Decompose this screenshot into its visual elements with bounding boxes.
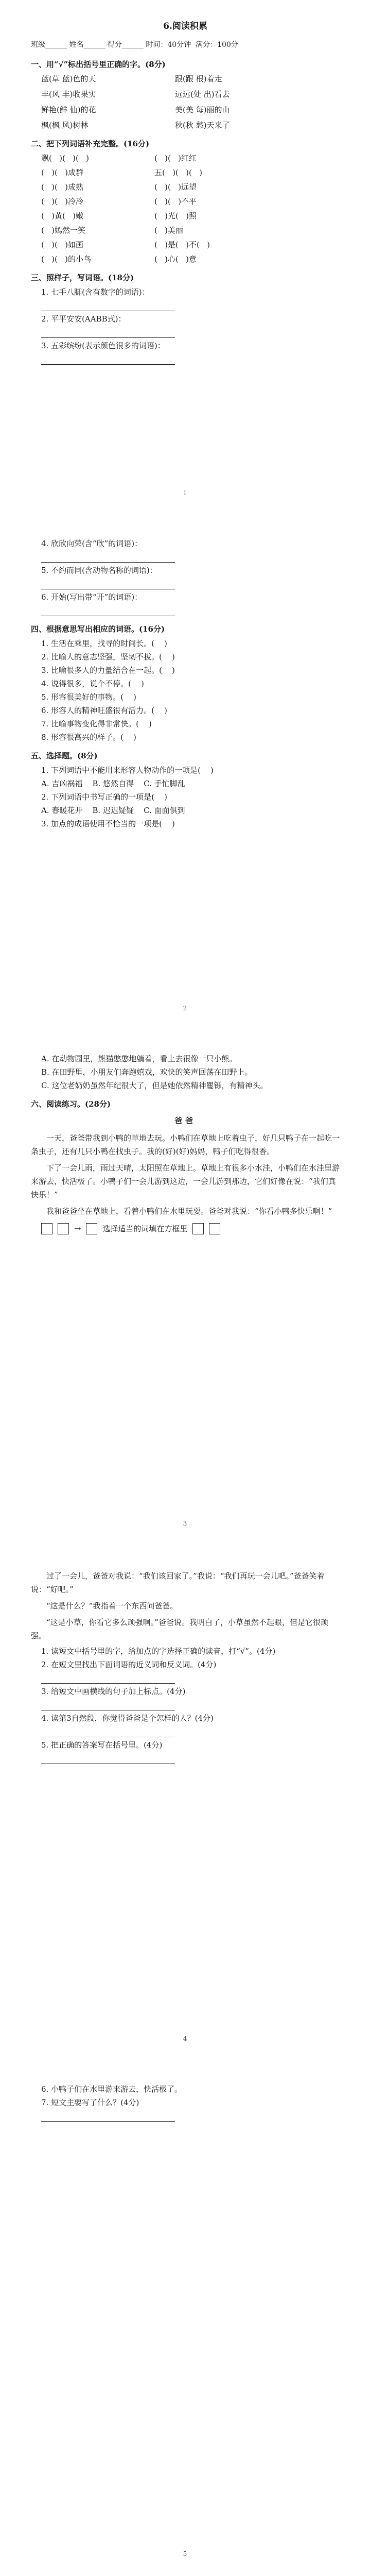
- s2-item: ( )( )冷冷: [41, 197, 84, 206]
- s2-item: 五( )( )( ): [154, 168, 203, 177]
- answer-blank-line[interactable]: [41, 1699, 340, 1710]
- answer-blank-line[interactable]: [41, 1672, 340, 1684]
- story-paragraph: 过了一会儿，爸爸对我说：“我们该回家了。”我说：“我们再玩一会儿吧。”爸爸笑着说：“好吧。”: [31, 1571, 325, 1594]
- s4-item: 6. 形容人的精神旺盛很有活力。( ): [41, 706, 167, 715]
- s2-item: ( )( )成熟: [41, 182, 84, 192]
- s1-item: 蓝(草 蓝)色的天: [41, 74, 96, 83]
- page-4: [0, 1546, 370, 2061]
- s5-item: 3. 加点的成语使用不恰当的一项是( ): [41, 819, 175, 828]
- s5-item: 2. 下列词语中书写正确的一项是( ): [41, 792, 167, 802]
- choice-item: A. 在动物园里，熊猫憨憨地躺着，看上去很像一只小熊。: [41, 1054, 237, 1063]
- s3-item: 5. 不约而同(含动物名称的词语)：: [41, 566, 157, 575]
- s4-item: 2. 比喻人的意志坚强，坚韧不拔。( ): [41, 652, 175, 662]
- sheet-3: [31, 1051, 340, 1240]
- s2-item: ( )心( )意: [154, 255, 197, 264]
- page-5: [0, 2061, 370, 2576]
- answer-box[interactable]: [41, 1223, 52, 1234]
- s1-item: 鲜艳(鲜 仙)的花: [41, 105, 96, 114]
- answer-blank-line[interactable]: [41, 327, 340, 338]
- arrow-icon: →: [74, 1224, 81, 1233]
- question: 2. 在短文里找出下面词语的近义词和反义词。(4分): [41, 1660, 217, 1669]
- s5-item: A. 吉凶祸福 B. 悠然自得 C. 手忙脚乱: [41, 779, 185, 788]
- s3-item: 2. 平平安安(AABB式)：: [41, 314, 126, 324]
- answer-blank-line[interactable]: [41, 353, 340, 365]
- sheet-5: [31, 2081, 340, 2124]
- section-3-heading: 三、照样子，写词语。(18分): [31, 273, 134, 282]
- page-number: 5: [183, 2550, 187, 2557]
- page-number: 2: [183, 1005, 187, 1012]
- answer-blank-line[interactable]: [41, 1726, 340, 1737]
- story-paragraph: 我和爸爸坐在草地上，看着小鸭们在水里玩耍。爸爸对我说：“你看小鸭多快乐啊！”: [46, 1207, 332, 1216]
- section-4-heading: 四、根据意思写出相应的词语。(16分): [31, 624, 165, 634]
- page-number: 1: [183, 489, 187, 497]
- s2-item: ( )( )不平: [154, 197, 197, 206]
- section-1-heading: 一、用“√”标出括号里正确的字。(8分): [31, 60, 166, 69]
- student-info-line: 班级______ 姓名______ 得分______ 时间：40分钟 满分：100分: [31, 41, 238, 49]
- answer-blank-line[interactable]: [41, 578, 340, 589]
- s2-item: ( )( )远望: [154, 182, 197, 192]
- answer-blank-line[interactable]: [41, 1753, 340, 1764]
- question: 4. 读第3自然段，你觉得爸爸是个怎样的人？(4分): [41, 1714, 214, 1723]
- s1-item: 枫(枫 风)树林: [41, 121, 89, 130]
- s4-item: 1. 生活在乘里，找寻的时间长。( ): [41, 639, 167, 648]
- choice-item: C. 这位老奶奶虽然年纪很大了，但是她依然精神矍铄，有精神头。: [41, 1081, 268, 1090]
- section-1-items: [41, 73, 340, 131]
- s4-item: 5. 形容很美好的事物。( ): [41, 692, 136, 702]
- s1-item: 远远(处 出)看去: [175, 90, 230, 99]
- s2-item: ( )( )成群: [41, 168, 84, 177]
- s2-item: ( )( )如画: [41, 240, 84, 249]
- question: 7. 短文主要写了什么？(4分): [41, 2098, 139, 2107]
- sheet-1: [31, 21, 340, 367]
- sheet-2: [31, 536, 340, 832]
- s4-item: 4. 说得很多，说个不停。( ): [41, 679, 144, 688]
- sheet-4: [31, 1566, 340, 1766]
- page-2: [0, 515, 370, 1030]
- page-title: 6.阅读积累: [163, 21, 207, 31]
- s2-item: ( )嫣然一笑: [41, 226, 86, 235]
- s3-item: 6. 开始(写出带“开”的词语)：: [41, 592, 143, 602]
- s1-item: 美(美 每)丽的山: [175, 105, 230, 114]
- answer-blank-line[interactable]: [41, 551, 340, 563]
- choice-item: B. 在田野里，小朋友们奔跑嬉戏，欢快的笑声回荡在田野上。: [41, 1067, 253, 1077]
- s2-item: ( )美丽: [154, 226, 184, 235]
- answer-blank-line[interactable]: [41, 2110, 340, 2122]
- s2-item: 飘( )( )( ): [41, 154, 90, 163]
- section-2-heading: 二、把下列词语补充完整。(16分): [31, 139, 150, 148]
- s3-item: 4. 欣欣向荣(含“欣”的词语)：: [41, 539, 143, 548]
- section-5-heading: 五、选择题。(8分): [31, 751, 98, 760]
- story-paragraph: 一天，爸爸带我到小鸭的草地去玩。小鸭们在草地上吃着虫子，好几只鸭子在一起吃一条虫子，还有几只小鸭在找虫子。我的(好)(好)妈妈，鸭子们吃得很香。: [31, 1133, 340, 1156]
- question: 5. 把正确的答案写在括号里。(4分): [41, 1740, 163, 1750]
- section-6-heading: 六、阅读练习。(28分): [31, 1099, 111, 1109]
- answer-box[interactable]: [58, 1223, 69, 1234]
- s1-item: 秋(秋 愁)天来了: [175, 121, 230, 130]
- s4-item: 7. 比喻事物变化得非常快。( ): [41, 719, 152, 728]
- answer-box[interactable]: [209, 1223, 220, 1234]
- s4-item: 8. 形容很高兴的样子。( ): [41, 733, 136, 742]
- page-1: [0, 0, 370, 515]
- answer-blank-line[interactable]: [41, 300, 340, 311]
- question: 1. 读短文中括号里的字，给加点的字选择正确的读音，打“√”。(4分): [41, 1647, 276, 1656]
- word-box-row: [41, 1223, 340, 1234]
- s3-item: 3. 五彩缤纷(表示颜色很多的词语)：: [41, 341, 165, 350]
- s2-item: ( )是( )不( ): [154, 240, 210, 249]
- story-paragraph: “这是小草，你看它多么顽强啊。”爸爸说。我明白了，小草虽然不起眼，但是它很顽强。: [31, 1618, 328, 1640]
- s3-item: 1. 七手八脚(含有数字的词语)：: [41, 287, 150, 297]
- s2-item: ( )光( )照: [154, 211, 197, 221]
- question: 6. 小鸭子们在水里游来游去，快活极了。: [41, 2084, 183, 2094]
- answer-box[interactable]: [86, 1223, 97, 1234]
- question: 3. 给短文中画横线的句子加上标点。(4分): [41, 1687, 186, 1696]
- story-title: 爸爸: [174, 1116, 196, 1125]
- answer-blank-line[interactable]: [41, 605, 340, 616]
- box-label: 选择适当的词填在方框里: [102, 1224, 188, 1233]
- page-number: 4: [183, 2035, 187, 2042]
- s5-item: 1. 下列词语中不能用来形容人物动作的一项是( ): [41, 766, 214, 775]
- s1-item: 丰(风 丰)收果实: [41, 90, 96, 99]
- s2-item: ( )黄( )嫩: [41, 211, 84, 221]
- s1-item: 跟(跟 根)着走: [175, 74, 222, 83]
- page-3: [0, 1030, 370, 1546]
- s5-item: A. 春暖花开 B. 迟迟疑疑 C. 面面俱到: [41, 806, 185, 815]
- section-2-items: [41, 152, 340, 265]
- page-number: 3: [183, 1520, 187, 1527]
- story-paragraph: “这是什么？”我指着一个东西问爸爸。: [46, 1601, 178, 1611]
- s2-item: ( )( )红红: [154, 154, 197, 163]
- answer-box[interactable]: [192, 1223, 204, 1234]
- s4-item: 3. 比喻很多人的力量结合在一起。( ): [41, 666, 175, 675]
- s2-item: ( )( )的小鸟: [41, 255, 92, 264]
- story-paragraph: 下了一会儿雨，雨过天晴，太阳照在草地上。草地上有很多小水洼，小鸭们在水洼里游来游去，快活极了。小鸭子们一会儿游到这边，一会儿游到那边，它们好像在说：“我们真快乐！”: [31, 1163, 340, 1199]
